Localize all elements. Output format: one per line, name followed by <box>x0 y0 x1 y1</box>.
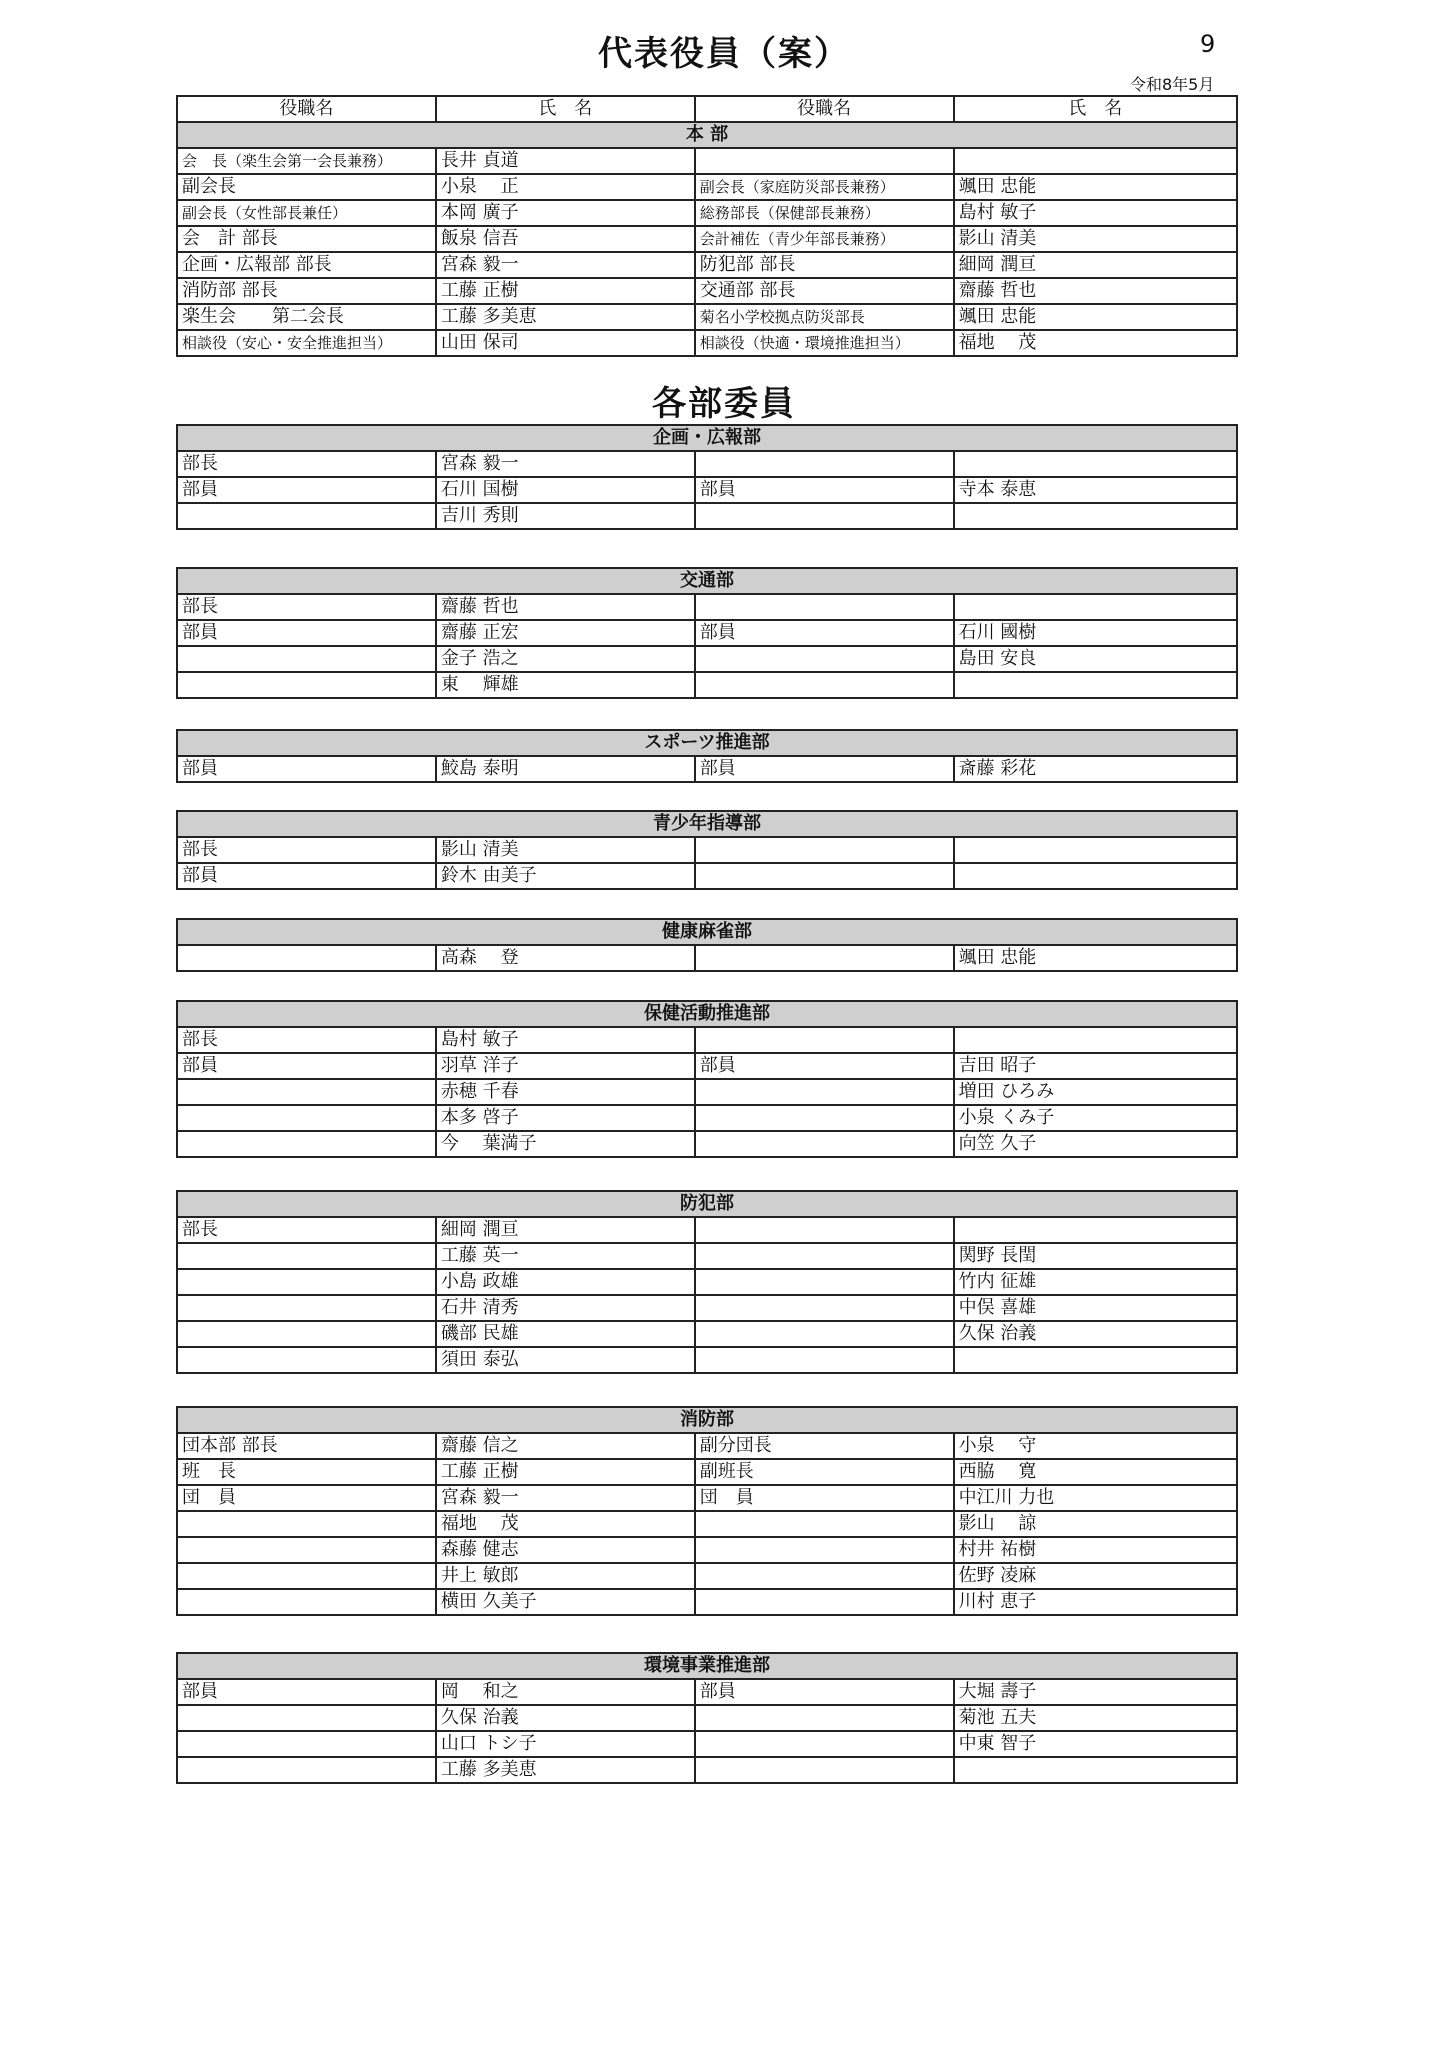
name-cell: 菊池 五夫 <box>954 1705 1237 1731</box>
role-cell: 相談役（快適・環境推進担当） <box>695 330 954 356</box>
role-cell: 総務部長（保健部長兼務） <box>695 200 954 226</box>
role-cell <box>177 1705 436 1731</box>
name-cell <box>954 451 1237 477</box>
role-cell: 副班長 <box>695 1459 954 1485</box>
section-header-row <box>177 919 1237 945</box>
table-row <box>177 1589 1237 1615</box>
name-cell: 東 輝雄 <box>436 672 695 698</box>
name-cell: 島村 敏子 <box>436 1027 695 1053</box>
department-name: 防犯部 <box>177 1191 1237 1217</box>
role-cell: 会 計 部長 <box>177 226 436 252</box>
name-cell: 羽草 洋子 <box>436 1053 695 1079</box>
name-cell: 颯田 忠能 <box>954 174 1237 200</box>
role-cell: 副会長（家庭防災部長兼務） <box>695 174 954 200</box>
section-header-row <box>177 1001 1237 1027</box>
column-header: 氏 名 <box>436 96 695 122</box>
table-row <box>177 1705 1237 1731</box>
name-cell: 長井 貞道 <box>436 148 695 174</box>
role-cell <box>695 1269 954 1295</box>
table-row <box>177 1433 1237 1459</box>
name-cell: 須田 泰弘 <box>436 1347 695 1373</box>
department-table <box>176 1190 1238 1374</box>
role-cell <box>695 1347 954 1373</box>
name-cell: 宮森 毅一 <box>436 451 695 477</box>
section-header-row <box>177 1407 1237 1433</box>
name-cell: 影山 清美 <box>954 226 1237 252</box>
officers-table <box>176 95 1238 357</box>
name-cell: 福地 茂 <box>954 330 1237 356</box>
role-cell <box>695 1511 954 1537</box>
table-row <box>177 646 1237 672</box>
role-cell <box>695 1079 954 1105</box>
role-cell <box>695 945 954 971</box>
role-cell <box>177 1105 436 1131</box>
role-cell: 副会長 <box>177 174 436 200</box>
role-cell: 交通部 部長 <box>695 278 954 304</box>
table-row <box>177 200 1237 226</box>
name-cell: 寺本 泰恵 <box>954 477 1237 503</box>
role-cell <box>695 1563 954 1589</box>
section-header-row <box>177 811 1237 837</box>
name-cell: 森藤 健志 <box>436 1537 695 1563</box>
department-name: スポーツ推進部 <box>177 730 1237 756</box>
name-cell: 赤穂 千春 <box>436 1079 695 1105</box>
role-cell: 部員 <box>695 1679 954 1705</box>
role-cell: 部長 <box>177 1217 436 1243</box>
role-cell: 部長 <box>177 451 436 477</box>
table-row <box>177 1459 1237 1485</box>
page-number: 9 <box>1200 30 1216 58</box>
name-cell: 影山 諒 <box>954 1511 1237 1537</box>
section-header-row <box>177 425 1237 451</box>
name-cell: 細岡 潤亘 <box>436 1217 695 1243</box>
column-header: 役職名 <box>695 96 954 122</box>
table-row <box>177 174 1237 200</box>
role-cell: 部員 <box>177 620 436 646</box>
role-cell <box>177 503 436 529</box>
department-name: 保健活動推進部 <box>177 1001 1237 1027</box>
name-cell: 齋藤 信之 <box>436 1433 695 1459</box>
name-cell <box>954 1757 1237 1783</box>
name-cell: 山田 保司 <box>436 330 695 356</box>
role-cell <box>695 1589 954 1615</box>
table-header-row <box>177 96 1237 122</box>
table-row <box>177 1485 1237 1511</box>
table-row <box>177 1563 1237 1589</box>
role-cell <box>695 1757 954 1783</box>
name-cell: 中東 智子 <box>954 1731 1237 1757</box>
role-cell <box>177 1079 436 1105</box>
column-header: 氏 名 <box>954 96 1237 122</box>
role-cell: 班 長 <box>177 1459 436 1485</box>
department-table <box>176 1406 1238 1616</box>
name-cell: 鮫島 泰明 <box>436 756 695 782</box>
role-cell <box>695 594 954 620</box>
column-header: 役職名 <box>177 96 436 122</box>
name-cell <box>954 1027 1237 1053</box>
department-table <box>176 1652 1238 1784</box>
name-cell: 井上 敏郎 <box>436 1563 695 1589</box>
table-row <box>177 278 1237 304</box>
table-row <box>177 226 1237 252</box>
name-cell: 村井 祐樹 <box>954 1537 1237 1563</box>
table-row <box>177 1079 1237 1105</box>
table-row <box>177 1321 1237 1347</box>
name-cell <box>954 863 1237 889</box>
name-cell: 向笠 久子 <box>954 1131 1237 1157</box>
section-subtitle: 各部委員 <box>652 384 796 424</box>
table-row <box>177 594 1237 620</box>
role-cell: 副分団長 <box>695 1433 954 1459</box>
role-cell: 団本部 部長 <box>177 1433 436 1459</box>
name-cell: 小島 政雄 <box>436 1269 695 1295</box>
role-cell <box>695 1105 954 1131</box>
role-cell: 菊名小学校拠点防災部長 <box>695 304 954 330</box>
table-row <box>177 1757 1237 1783</box>
name-cell: 工藤 正樹 <box>436 1459 695 1485</box>
department-table <box>176 1000 1238 1158</box>
name-cell: 工藤 英一 <box>436 1243 695 1269</box>
role-cell: 消防部 部長 <box>177 278 436 304</box>
department-table <box>176 424 1238 530</box>
table-row <box>177 1053 1237 1079</box>
name-cell: 島田 安良 <box>954 646 1237 672</box>
table-row <box>177 304 1237 330</box>
role-cell <box>177 1243 436 1269</box>
role-cell <box>695 1537 954 1563</box>
section-header-row <box>177 568 1237 594</box>
name-cell: 工藤 正樹 <box>436 278 695 304</box>
name-cell: 増田 ひろみ <box>954 1079 1237 1105</box>
section-header-row <box>177 1191 1237 1217</box>
role-cell <box>177 1731 436 1757</box>
name-cell: 福地 茂 <box>436 1511 695 1537</box>
role-cell <box>695 1705 954 1731</box>
role-cell: 部員 <box>695 1053 954 1079</box>
role-cell <box>695 1217 954 1243</box>
department-name: 企画・広報部 <box>177 425 1237 451</box>
table-row <box>177 620 1237 646</box>
role-cell: 団 員 <box>177 1485 436 1511</box>
table-row <box>177 148 1237 174</box>
role-cell <box>695 837 954 863</box>
role-cell <box>695 1027 954 1053</box>
name-cell <box>954 837 1237 863</box>
role-cell: 防犯部 部長 <box>695 252 954 278</box>
role-cell: 会計補佐（青少年部長兼務） <box>695 226 954 252</box>
role-cell <box>177 1321 436 1347</box>
table-row <box>177 1027 1237 1053</box>
department-name: 健康麻雀部 <box>177 919 1237 945</box>
name-cell: 関野 長閏 <box>954 1243 1237 1269</box>
name-cell: 宮森 毅一 <box>436 252 695 278</box>
name-cell: 齋藤 正宏 <box>436 620 695 646</box>
name-cell: 工藤 多美恵 <box>436 304 695 330</box>
name-cell: 小泉 くみ子 <box>954 1105 1237 1131</box>
table-row <box>177 1269 1237 1295</box>
table-row <box>177 1511 1237 1537</box>
name-cell: 西脇 寛 <box>954 1459 1237 1485</box>
section-header-row <box>177 122 1237 148</box>
table-row <box>177 451 1237 477</box>
name-cell: 鈴木 由美子 <box>436 863 695 889</box>
role-cell <box>695 646 954 672</box>
name-cell: 颯田 忠能 <box>954 304 1237 330</box>
role-cell <box>695 1731 954 1757</box>
name-cell: 今 葉満子 <box>436 1131 695 1157</box>
name-cell: 工藤 多美恵 <box>436 1757 695 1783</box>
table-row <box>177 1347 1237 1373</box>
role-cell <box>177 646 436 672</box>
table-row <box>177 1295 1237 1321</box>
table-row <box>177 672 1237 698</box>
name-cell <box>954 672 1237 698</box>
name-cell: 石井 清秀 <box>436 1295 695 1321</box>
table-row <box>177 1105 1237 1131</box>
name-cell: 本多 啓子 <box>436 1105 695 1131</box>
department-name: 青少年指導部 <box>177 811 1237 837</box>
name-cell: 石川 國樹 <box>954 620 1237 646</box>
table-row <box>177 252 1237 278</box>
role-cell: 部長 <box>177 837 436 863</box>
role-cell: 会 長（楽生会第一会長兼務） <box>177 148 436 174</box>
role-cell: 部員 <box>695 756 954 782</box>
role-cell: 副会長（女性部長兼任） <box>177 200 436 226</box>
role-cell <box>695 1295 954 1321</box>
name-cell: 吉川 秀則 <box>436 503 695 529</box>
table-row <box>177 863 1237 889</box>
role-cell <box>177 1589 436 1615</box>
name-cell: 磯部 民雄 <box>436 1321 695 1347</box>
table-row <box>177 503 1237 529</box>
name-cell: 金子 浩之 <box>436 646 695 672</box>
name-cell: 細岡 潤亘 <box>954 252 1237 278</box>
role-cell <box>695 451 954 477</box>
role-cell <box>177 1511 436 1537</box>
role-cell <box>177 1757 436 1783</box>
role-cell: 相談役（安心・安全推進担当） <box>177 330 436 356</box>
name-cell: 久保 治義 <box>436 1705 695 1731</box>
name-cell <box>954 148 1237 174</box>
name-cell: 小泉 正 <box>436 174 695 200</box>
name-cell: 宮森 毅一 <box>436 1485 695 1511</box>
role-cell: 部員 <box>177 1679 436 1705</box>
name-cell: 島村 敏子 <box>954 200 1237 226</box>
table-row <box>177 1131 1237 1157</box>
role-cell: 部員 <box>177 477 436 503</box>
name-cell <box>954 1217 1237 1243</box>
document-date: 令和8年5月 <box>1130 75 1215 94</box>
name-cell: 高森 登 <box>436 945 695 971</box>
table-row <box>177 1217 1237 1243</box>
department-table <box>176 567 1238 699</box>
name-cell: 小泉 守 <box>954 1433 1237 1459</box>
role-cell <box>177 1537 436 1563</box>
name-cell: 飯泉 信吾 <box>436 226 695 252</box>
name-cell: 山口 トシ子 <box>436 1731 695 1757</box>
role-cell <box>177 1131 436 1157</box>
table-row <box>177 837 1237 863</box>
name-cell: 大堀 壽子 <box>954 1679 1237 1705</box>
name-cell: 影山 清美 <box>436 837 695 863</box>
table-row <box>177 1243 1237 1269</box>
department-table <box>176 729 1238 783</box>
name-cell: 本岡 廣子 <box>436 200 695 226</box>
role-cell <box>177 672 436 698</box>
role-cell: 部員 <box>177 863 436 889</box>
name-cell: 中江川 力也 <box>954 1485 1237 1511</box>
role-cell: 部員 <box>695 477 954 503</box>
name-cell: 久保 治義 <box>954 1321 1237 1347</box>
role-cell <box>177 1295 436 1321</box>
role-cell <box>177 1269 436 1295</box>
role-cell <box>177 1563 436 1589</box>
role-cell: 部員 <box>177 1053 436 1079</box>
table-row <box>177 756 1237 782</box>
page-title: 代表役員（案） <box>598 34 850 74</box>
role-cell: 部長 <box>177 594 436 620</box>
table-row <box>177 330 1237 356</box>
role-cell: 楽生会 第二会長 <box>177 304 436 330</box>
table-row <box>177 1731 1237 1757</box>
name-cell: 颯田 忠能 <box>954 945 1237 971</box>
name-cell <box>954 503 1237 529</box>
role-cell <box>177 1347 436 1373</box>
table-row <box>177 1537 1237 1563</box>
table-row <box>177 945 1237 971</box>
role-cell: 団 員 <box>695 1485 954 1511</box>
role-cell <box>695 1321 954 1347</box>
role-cell: 企画・広報部 部長 <box>177 252 436 278</box>
table-row <box>177 1679 1237 1705</box>
name-cell: 石川 国樹 <box>436 477 695 503</box>
role-cell <box>695 672 954 698</box>
table-row <box>177 477 1237 503</box>
name-cell: 竹内 征雄 <box>954 1269 1237 1295</box>
department-name: 消防部 <box>177 1407 1237 1433</box>
name-cell <box>954 1347 1237 1373</box>
department-name: 交通部 <box>177 568 1237 594</box>
section-header-row <box>177 730 1237 756</box>
role-cell <box>695 148 954 174</box>
name-cell: 吉田 昭子 <box>954 1053 1237 1079</box>
role-cell <box>695 503 954 529</box>
role-cell <box>177 945 436 971</box>
name-cell <box>954 594 1237 620</box>
role-cell: 部員 <box>177 756 436 782</box>
department-name: 環境事業推進部 <box>177 1653 1237 1679</box>
department-table <box>176 810 1238 890</box>
name-cell: 横田 久美子 <box>436 1589 695 1615</box>
section-title: 本 部 <box>177 122 1237 148</box>
section-header-row <box>177 1653 1237 1679</box>
role-cell <box>695 1243 954 1269</box>
role-cell: 部長 <box>177 1027 436 1053</box>
role-cell <box>695 1131 954 1157</box>
role-cell: 部員 <box>695 620 954 646</box>
role-cell <box>695 863 954 889</box>
name-cell: 斎藤 彩花 <box>954 756 1237 782</box>
officers-rows <box>177 148 1237 356</box>
name-cell: 岡 和之 <box>436 1679 695 1705</box>
department-table <box>176 918 1238 972</box>
name-cell: 川村 恵子 <box>954 1589 1237 1615</box>
name-cell: 齋藤 哲也 <box>436 594 695 620</box>
name-cell: 中俣 喜雄 <box>954 1295 1237 1321</box>
name-cell: 佐野 凌麻 <box>954 1563 1237 1589</box>
name-cell: 齋藤 哲也 <box>954 278 1237 304</box>
